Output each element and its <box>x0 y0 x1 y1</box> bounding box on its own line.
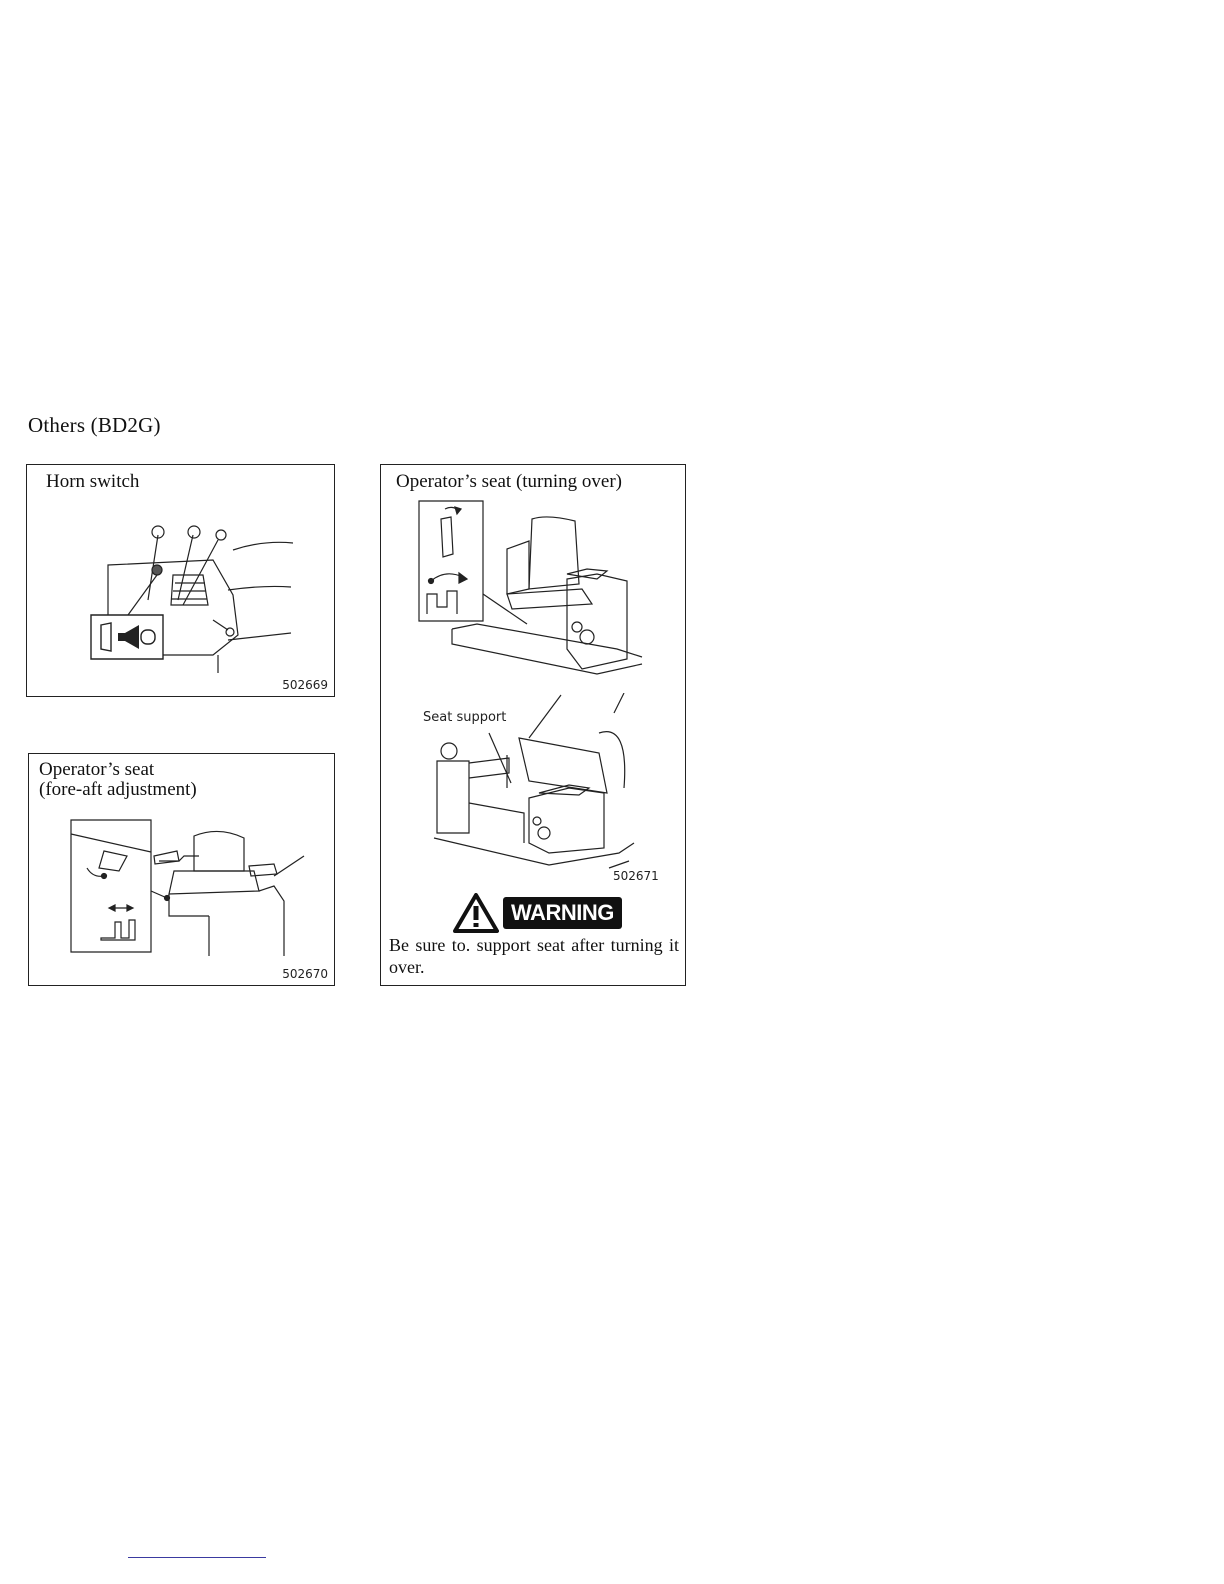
section-title: Others (BD2G) <box>28 413 161 437</box>
warning-badge <box>453 893 622 933</box>
seat-support-callout: Seat support <box>423 710 507 725</box>
turning-over-title: Operator’s seat (turning over) <box>396 471 622 492</box>
warning-text: Be sure to. support seat after turning it over. <box>389 935 679 977</box>
horn-switch-figure-number: 502669 <box>282 678 328 692</box>
seat-support-illustration <box>429 693 669 883</box>
warning-triangle-icon <box>453 893 499 933</box>
fore-aft-title-line1: Operator’s seat <box>39 759 155 780</box>
seat-turning-illustration <box>417 499 647 689</box>
fore-aft-panel <box>28 753 335 986</box>
turning-over-figure-number: 502671 <box>613 869 659 883</box>
warning-label: WARNING <box>503 897 622 929</box>
horn-switch-panel <box>26 464 335 697</box>
fore-aft-illustration <box>59 816 319 966</box>
horn-switch-illustration <box>63 505 293 675</box>
turning-over-panel <box>380 464 686 986</box>
fore-aft-figure-number: 502670 <box>282 967 328 981</box>
fore-aft-title-line2: (fore-aft adjustment) <box>39 779 197 800</box>
horn-icon <box>91 615 163 659</box>
footer-rule <box>128 1557 266 1558</box>
horn-switch-title: Horn switch <box>46 471 140 492</box>
